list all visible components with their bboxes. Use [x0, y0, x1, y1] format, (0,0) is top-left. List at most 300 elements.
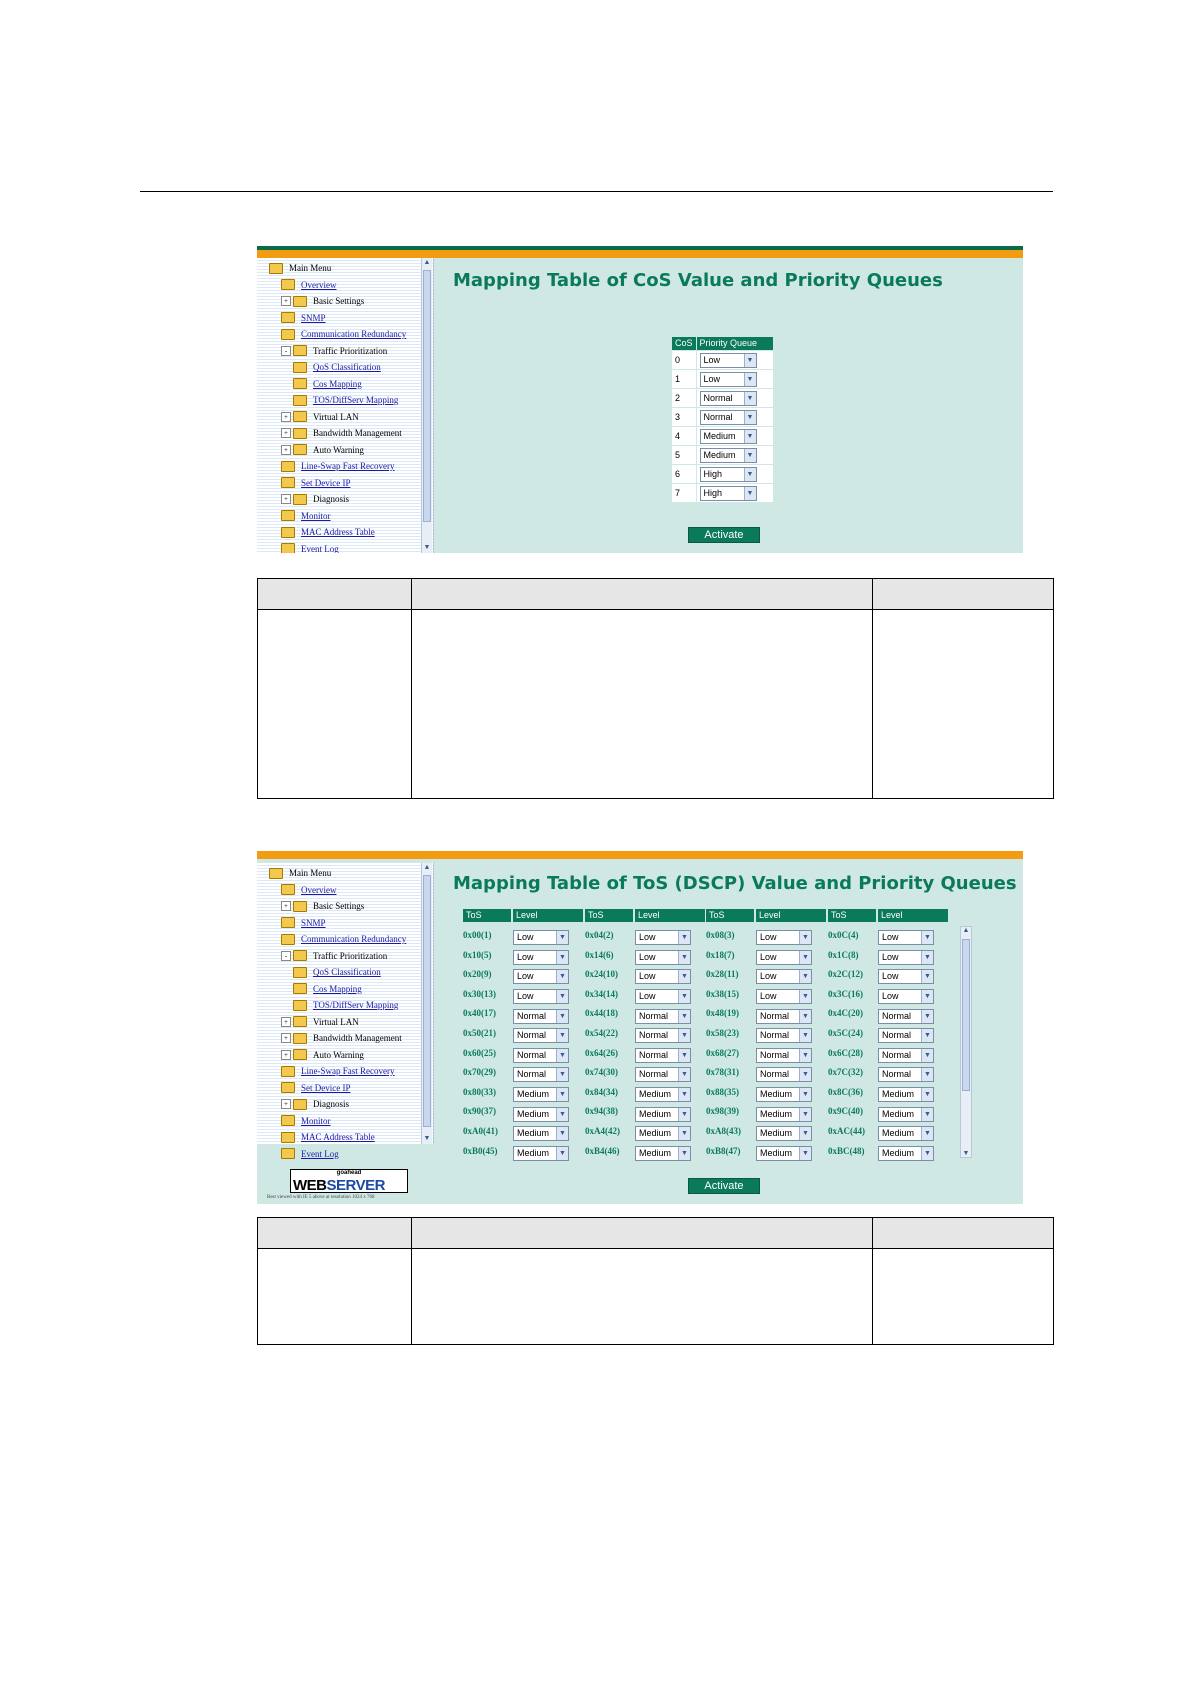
nav-item-label[interactable]: TOS/DiffServ Mapping	[313, 1000, 399, 1010]
priority-queue-cell	[696, 370, 773, 389]
tos-value: 0x48(19)	[706, 1008, 739, 1019]
scroll-down-icon[interactable]: ▼	[423, 544, 431, 551]
chevron-down-icon[interactable]: ▼	[556, 970, 568, 983]
level-cell	[878, 1145, 931, 1163]
nav-item[interactable]	[281, 277, 337, 293]
expand-icon[interactable]: +	[281, 901, 291, 911]
chevron-down-icon[interactable]: ▼	[921, 1147, 933, 1160]
folder-icon	[293, 983, 307, 994]
chevron-down-icon[interactable]: ▼	[556, 990, 568, 1003]
priority-select-value: Low	[639, 951, 656, 962]
level-cell	[878, 1047, 931, 1065]
level-cell	[878, 1105, 931, 1123]
nav-item[interactable]	[293, 997, 398, 1013]
priority-select[interactable]	[513, 1009, 569, 1024]
table-row	[672, 389, 774, 408]
nav-item[interactable]	[281, 1113, 331, 1129]
priority-select-value: Normal	[517, 1010, 547, 1021]
chevron-down-icon[interactable]: ▼	[744, 449, 756, 462]
scroll-thumb[interactable]	[423, 270, 431, 522]
level-cell	[513, 968, 566, 986]
cos-priority-table	[671, 336, 774, 503]
level-cell	[635, 1125, 688, 1143]
priority-select-value: Low	[639, 971, 656, 982]
priority-select[interactable]	[513, 1048, 569, 1063]
priority-select-value: Medium	[517, 1089, 550, 1100]
nav-item[interactable]	[281, 508, 331, 524]
nav-item[interactable]	[281, 541, 339, 554]
nav-item	[269, 865, 331, 881]
priority-select[interactable]	[878, 989, 934, 1004]
priority-select[interactable]	[635, 1107, 691, 1122]
tos-value: 0x08(3)	[706, 930, 735, 940]
priority-select[interactable]	[635, 950, 691, 965]
chevron-down-icon[interactable]: ▼	[556, 951, 568, 964]
chevron-down-icon[interactable]: ▼	[799, 1049, 811, 1062]
level-cell	[756, 929, 809, 947]
priority-select[interactable]	[878, 1028, 934, 1043]
chevron-down-icon[interactable]: ▼	[744, 354, 756, 367]
priority-select-value: Medium	[760, 1108, 793, 1119]
priority-select-value: Normal	[882, 1049, 912, 1060]
chevron-down-icon[interactable]: ▼	[678, 1010, 690, 1023]
nav-item-label[interactable]: Line-Swap Fast Recovery	[301, 1066, 395, 1076]
priority-select[interactable]	[700, 410, 757, 425]
collapse-icon[interactable]: -	[281, 951, 291, 961]
priority-select[interactable]	[513, 989, 569, 1004]
nav-scrollbar[interactable]	[421, 863, 432, 1144]
expand-icon[interactable]: +	[281, 494, 291, 504]
priority-select-value: Normal	[882, 1069, 912, 1080]
level-cell	[635, 1066, 688, 1084]
nav-item[interactable]	[281, 1129, 375, 1145]
level-cell	[513, 1066, 566, 1084]
table-row	[463, 986, 943, 1005]
nav-item[interactable]	[281, 475, 351, 491]
cos-mapping-screenshot	[257, 246, 1023, 553]
nav-item	[281, 948, 387, 964]
tos-value: 0x70(29)	[463, 1067, 496, 1078]
activate-button[interactable]: Activate	[688, 1178, 760, 1194]
expand-icon[interactable]: +	[281, 1033, 291, 1043]
chevron-down-icon[interactable]: ▼	[556, 1127, 568, 1140]
chevron-down-icon[interactable]: ▼	[921, 1029, 933, 1042]
chevron-down-icon[interactable]: ▼	[678, 1127, 690, 1140]
priority-select[interactable]	[756, 1087, 812, 1102]
chevron-down-icon[interactable]: ▼	[921, 951, 933, 964]
folder-icon	[281, 934, 295, 945]
priority-select[interactable]	[700, 429, 757, 444]
folder-icon	[269, 868, 283, 879]
column-divider	[872, 579, 873, 798]
level-cell	[878, 1007, 931, 1025]
nav-item-label[interactable]: Cos Mapping	[313, 983, 362, 994]
tos-table-scrollbar[interactable]	[960, 926, 972, 1158]
tos-value: 0xBC(48)	[828, 1145, 865, 1156]
priority-queue-cell	[696, 465, 773, 484]
priority-queue-cell	[696, 408, 773, 427]
chevron-down-icon[interactable]: ▼	[799, 990, 811, 1003]
folder-icon	[281, 1115, 295, 1126]
chevron-down-icon[interactable]: ▼	[799, 1029, 811, 1042]
nav-item[interactable]	[281, 326, 406, 342]
priority-select[interactable]	[756, 969, 812, 984]
cos-value: 4	[672, 427, 697, 446]
level-cell	[513, 988, 566, 1006]
chevron-down-icon[interactable]: ▼	[678, 990, 690, 1003]
folder-icon	[293, 378, 307, 389]
priority-select-value: Low	[517, 991, 534, 1002]
priority-select[interactable]	[878, 1009, 934, 1024]
tos-value: 0x04(2)	[585, 930, 614, 940]
level-cell	[756, 1007, 809, 1025]
cos-value: 5	[672, 446, 697, 465]
priority-select[interactable]	[756, 989, 812, 1004]
priority-select[interactable]	[878, 950, 934, 965]
nav-item-label[interactable]: QoS Classification	[313, 362, 381, 372]
scroll-up-icon[interactable]: ▲	[423, 259, 431, 266]
priority-select[interactable]	[878, 1107, 934, 1122]
priority-select[interactable]	[878, 1126, 934, 1141]
priority-select[interactable]	[878, 930, 934, 945]
folder-icon	[281, 917, 295, 928]
nav-item-label: Main Menu	[289, 868, 332, 878]
nav-item-label[interactable]: MAC Address Table	[301, 1132, 375, 1142]
scroll-down-icon[interactable]: ▼	[423, 1135, 431, 1142]
priority-select[interactable]	[513, 1067, 569, 1082]
folder-icon	[281, 1066, 295, 1077]
nav-item[interactable]	[281, 915, 326, 931]
tos-value: 0x2C(12)	[828, 969, 863, 980]
nav-item-label: Bandwidth Management	[313, 1033, 402, 1043]
chevron-down-icon[interactable]: ▼	[744, 392, 756, 405]
priority-select[interactable]	[635, 1009, 691, 1024]
chevron-down-icon[interactable]: ▼	[556, 1068, 568, 1081]
column-divider	[872, 1218, 873, 1344]
priority-select-value: High	[703, 468, 723, 479]
nav-item-label[interactable]: SNMP	[301, 917, 326, 928]
chevron-down-icon[interactable]: ▼	[799, 951, 811, 964]
priority-select-value: Medium	[639, 1108, 672, 1119]
chevron-down-icon[interactable]: ▼	[556, 1010, 568, 1023]
level-cell	[635, 1145, 688, 1163]
priority-select[interactable]	[700, 353, 757, 368]
tos-mapping-screenshot	[257, 851, 1023, 1204]
scroll-up-icon[interactable]: ▲	[962, 927, 970, 934]
tos-column-header: ToS	[585, 909, 633, 922]
nav-item-label[interactable]: Event Log	[301, 543, 339, 553]
level-cell	[756, 949, 809, 967]
nav-item[interactable]	[281, 882, 337, 898]
priority-select-value: Normal	[517, 1049, 547, 1060]
priority-select[interactable]	[635, 1028, 691, 1043]
priority-select[interactable]	[700, 448, 757, 463]
priority-select[interactable]	[635, 1067, 691, 1082]
nav-item-label[interactable]: Communication Redundancy	[301, 329, 407, 339]
priority-select[interactable]	[513, 1126, 569, 1141]
priority-select-value: Normal	[639, 1010, 669, 1021]
priority-queue-cell	[696, 427, 773, 446]
chevron-down-icon[interactable]: ▼	[678, 1088, 690, 1101]
chevron-down-icon[interactable]: ▼	[678, 1068, 690, 1081]
priority-select[interactable]	[878, 1087, 934, 1102]
nav-item-label[interactable]: Set Device IP	[301, 1082, 351, 1093]
nav-item	[281, 1030, 402, 1046]
nav-item[interactable]	[293, 359, 381, 375]
priority-select[interactable]	[756, 1028, 812, 1043]
priority-select[interactable]	[513, 930, 569, 945]
chevron-down-icon[interactable]: ▼	[921, 970, 933, 983]
chevron-down-icon[interactable]: ▼	[921, 931, 933, 944]
priority-select-value: Normal	[760, 1010, 790, 1021]
priority-select[interactable]	[756, 1048, 812, 1063]
chevron-down-icon[interactable]: ▼	[678, 1108, 690, 1121]
priority-select[interactable]	[756, 1009, 812, 1024]
priority-select[interactable]	[635, 1126, 691, 1141]
expand-icon[interactable]: +	[281, 428, 291, 438]
tos-value: 0x28(11)	[706, 969, 739, 980]
chevron-down-icon[interactable]: ▼	[556, 1049, 568, 1062]
chevron-down-icon[interactable]: ▼	[556, 1147, 568, 1160]
priority-select[interactable]	[635, 1087, 691, 1102]
nav-item	[281, 409, 359, 425]
nav-item[interactable]	[281, 524, 375, 540]
nav-item-label: Auto Warning	[313, 1049, 364, 1060]
table-row	[463, 1025, 943, 1044]
chevron-down-icon[interactable]: ▼	[799, 1010, 811, 1023]
chevron-down-icon[interactable]: ▼	[921, 1010, 933, 1023]
logo-web-text: WEB	[293, 1177, 327, 1194]
priority-select-value: Normal	[760, 1069, 790, 1080]
tos-column-header: ToS	[828, 909, 876, 922]
level-cell	[756, 1066, 809, 1084]
chevron-down-icon[interactable]: ▼	[556, 931, 568, 944]
priority-select[interactable]	[635, 930, 691, 945]
chevron-down-icon[interactable]: ▼	[921, 990, 933, 1003]
priority-select[interactable]	[513, 1146, 569, 1161]
tos-value: 0xB8(47)	[706, 1145, 741, 1156]
chevron-down-icon[interactable]: ▼	[556, 1088, 568, 1101]
priority-select-value: Normal	[703, 411, 733, 422]
scroll-up-icon[interactable]: ▲	[423, 864, 431, 871]
priority-select[interactable]	[756, 930, 812, 945]
scroll-thumb[interactable]	[962, 939, 970, 1091]
nav-item[interactable]	[281, 310, 326, 326]
collapse-icon[interactable]: -	[281, 346, 291, 356]
priority-queue-cell	[696, 389, 773, 408]
priority-select[interactable]	[700, 391, 757, 406]
priority-select[interactable]	[513, 1028, 569, 1043]
tos-value: 0xA4(42)	[585, 1126, 620, 1136]
activate-button[interactable]: Activate	[688, 527, 760, 543]
tos-value: 0x5C(24)	[828, 1028, 863, 1038]
chevron-down-icon[interactable]: ▼	[799, 1108, 811, 1121]
priority-select-value: Medium	[882, 1147, 915, 1158]
nav-item[interactable]	[281, 1080, 351, 1096]
chevron-down-icon[interactable]: ▼	[744, 373, 756, 386]
chevron-down-icon[interactable]: ▼	[678, 1029, 690, 1042]
nav-item	[281, 442, 364, 458]
nav-item[interactable]	[281, 1063, 394, 1079]
level-cell	[635, 929, 688, 947]
expand-icon[interactable]: +	[281, 1050, 291, 1060]
priority-select[interactable]	[635, 969, 691, 984]
nav-item-label[interactable]: Cos Mapping	[313, 378, 362, 389]
priority-select[interactable]	[700, 372, 757, 387]
expand-icon[interactable]: +	[281, 296, 291, 306]
column-divider	[411, 1218, 412, 1344]
chevron-down-icon[interactable]: ▼	[744, 468, 756, 481]
nav-item-label[interactable]: Overview	[301, 884, 337, 895]
tos-value: 0x68(27)	[706, 1047, 739, 1058]
folder-icon	[293, 444, 307, 455]
priority-select[interactable]	[635, 989, 691, 1004]
priority-select[interactable]	[700, 467, 757, 482]
priority-select[interactable]	[878, 1146, 934, 1161]
tos-value: 0x98(39)	[706, 1106, 739, 1117]
nav-item-label[interactable]: Overview	[301, 279, 337, 290]
nav-item-label[interactable]: QoS Classification	[313, 967, 381, 977]
nav-item	[281, 1014, 359, 1030]
folder-icon	[293, 494, 307, 505]
priority-select-value: Medium	[517, 1147, 550, 1158]
priority-select[interactable]	[513, 969, 569, 984]
chevron-down-icon[interactable]: ▼	[744, 487, 756, 500]
tos-value: 0x30(13)	[463, 988, 496, 999]
nav-item-label[interactable]: SNMP	[301, 312, 326, 323]
nav-item[interactable]	[293, 981, 362, 997]
tos-value: 0x8C(36)	[828, 1086, 863, 1097]
priority-select[interactable]	[756, 1107, 812, 1122]
priority-select[interactable]	[513, 950, 569, 965]
nav-item-label[interactable]: Monitor	[301, 510, 331, 521]
table-row	[463, 1143, 943, 1162]
chevron-down-icon[interactable]: ▼	[799, 1088, 811, 1101]
scroll-thumb[interactable]	[423, 875, 431, 1127]
nav-item-label[interactable]: MAC Address Table	[301, 527, 375, 537]
folder-icon	[281, 477, 295, 488]
folder-icon	[293, 362, 307, 373]
priority-select[interactable]	[878, 1067, 934, 1082]
priority-select-value: Medium	[639, 1089, 672, 1100]
nav-item-label[interactable]: Event Log	[301, 1148, 339, 1159]
priority-select[interactable]	[756, 1067, 812, 1082]
tos-value: 0xB4(46)	[585, 1145, 620, 1156]
chevron-down-icon[interactable]: ▼	[921, 1127, 933, 1140]
nav-item[interactable]	[293, 964, 381, 980]
scroll-down-icon[interactable]: ▼	[962, 1150, 970, 1157]
priority-select[interactable]	[635, 1146, 691, 1161]
priority-select-value: Low	[703, 373, 721, 384]
chevron-down-icon[interactable]: ▼	[744, 411, 756, 424]
nav-item[interactable]	[293, 376, 362, 392]
nav-item-label: Traffic Prioritization	[313, 950, 388, 961]
tos-value: 0x9C(40)	[828, 1106, 863, 1117]
priority-select[interactable]	[513, 1107, 569, 1122]
chevron-down-icon[interactable]: ▼	[921, 1108, 933, 1121]
priority-select[interactable]	[756, 950, 812, 965]
cos-column-header: CoS	[672, 337, 697, 351]
chevron-down-icon[interactable]: ▼	[678, 1147, 690, 1160]
nav-scrollbar[interactable]	[421, 258, 432, 553]
priority-select-value: Medium	[882, 1089, 915, 1100]
chevron-down-icon[interactable]: ▼	[799, 1147, 811, 1160]
nav-item	[281, 343, 387, 359]
chevron-down-icon[interactable]: ▼	[678, 951, 690, 964]
nav-item-label[interactable]: Monitor	[301, 1115, 331, 1126]
folder-icon	[293, 950, 307, 961]
chevron-down-icon[interactable]: ▼	[799, 970, 811, 983]
nav-item[interactable]	[281, 931, 406, 947]
priority-select-value: Medium	[882, 1128, 915, 1139]
nav-item-label: Bandwidth Management	[313, 428, 402, 438]
priority-select[interactable]	[756, 1146, 812, 1161]
chevron-down-icon[interactable]: ▼	[799, 1068, 811, 1081]
expand-icon[interactable]: +	[281, 412, 291, 422]
priority-queue-cell	[696, 446, 773, 465]
level-cell	[635, 1086, 688, 1104]
chevron-down-icon[interactable]: ▼	[678, 970, 690, 983]
folder-icon	[293, 967, 307, 978]
priority-select[interactable]	[878, 969, 934, 984]
priority-select[interactable]	[878, 1048, 934, 1063]
priority-select[interactable]	[700, 486, 757, 501]
cos-value: 7	[672, 484, 697, 503]
folder-icon	[293, 901, 307, 912]
nav-item-label[interactable]: Line-Swap Fast Recovery	[301, 461, 395, 471]
chevron-down-icon[interactable]: ▼	[678, 1049, 690, 1062]
chevron-down-icon[interactable]: ▼	[921, 1068, 933, 1081]
priority-select-value: Medium	[639, 1128, 672, 1139]
table-row	[463, 1103, 943, 1122]
priority-select[interactable]	[635, 1048, 691, 1063]
expand-icon[interactable]: +	[281, 1017, 291, 1027]
tos-value: 0x58(23)	[706, 1028, 739, 1038]
nav-item-label[interactable]: TOS/DiffServ Mapping	[313, 395, 399, 405]
table-row	[672, 370, 774, 389]
chevron-down-icon[interactable]: ▼	[556, 1108, 568, 1121]
priority-select-value: Low	[517, 932, 534, 943]
nav-item[interactable]	[281, 1146, 339, 1162]
expand-icon[interactable]: +	[281, 1099, 291, 1109]
level-cell	[513, 929, 566, 947]
level-cell	[513, 1145, 566, 1163]
level-cell	[878, 949, 931, 967]
chevron-down-icon[interactable]: ▼	[921, 1088, 933, 1101]
chevron-down-icon[interactable]: ▼	[556, 1029, 568, 1042]
nav-item[interactable]	[281, 458, 394, 474]
level-cell	[513, 1047, 566, 1065]
table-row	[463, 966, 943, 985]
folder-icon	[293, 428, 307, 439]
tos-value: 0x18(7)	[706, 949, 735, 960]
nav-item-label[interactable]: Communication Redundancy	[301, 934, 407, 944]
chevron-down-icon[interactable]: ▼	[799, 1127, 811, 1140]
chevron-down-icon[interactable]: ▼	[678, 931, 690, 944]
priority-select-value: Medium	[760, 1089, 793, 1100]
chevron-down-icon[interactable]: ▼	[921, 1049, 933, 1062]
priority-select[interactable]	[756, 1126, 812, 1141]
expand-icon[interactable]: +	[281, 445, 291, 455]
nav-item-label: Traffic Prioritization	[313, 345, 388, 356]
chevron-down-icon[interactable]: ▼	[744, 430, 756, 443]
nav-item[interactable]	[293, 392, 398, 408]
folder-icon	[281, 1148, 295, 1159]
priority-select[interactable]	[513, 1087, 569, 1102]
chevron-down-icon[interactable]: ▼	[799, 931, 811, 944]
priority-select-value: Normal	[639, 1069, 669, 1080]
nav-item-label[interactable]: Set Device IP	[301, 477, 351, 488]
